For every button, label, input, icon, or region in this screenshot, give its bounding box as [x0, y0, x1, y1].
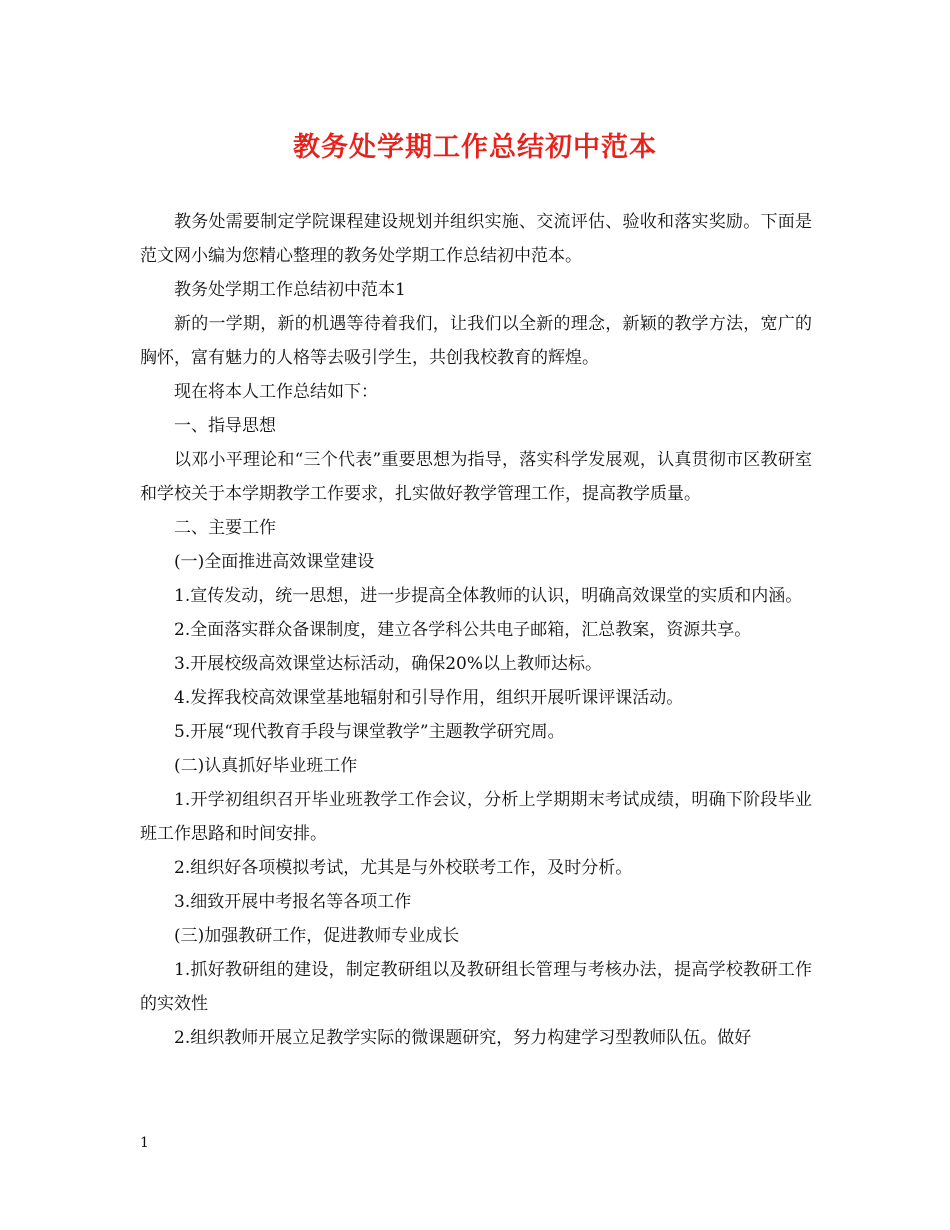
list-item: 1.开学初组织召开毕业班教学工作会议，分析上学期期末考试成绩，明确下阶段毕业班工作思路和时间安排。	[140, 790, 812, 844]
list-item: 4.发挥我校高效课堂基地辐射和引导作用，组织开展听课评课活动。	[174, 688, 684, 708]
paragraph-guiding-ideas: 以邓小平理论和“三个代表”重要思想为指导，落实科学发展观，认真贯彻市区教研室和学校关于本学期教学工作要求，扎实做好教学管理工作，提高教学质量。	[140, 450, 812, 504]
paragraph-opening: 新的一学期，新的机遇等待着我们，让我们以全新的理念，新颖的教学方法，宽广的胸怀，富有魅力的人格等去吸引学生，共创我校教育的辉煌。	[140, 314, 812, 368]
paragraph-sample-heading: 教务处学期工作总结初中范本1	[174, 280, 406, 300]
list-item: 2.组织教师开展立足教学实际的微课题研究，努力构建学习型教师队伍。做好	[174, 1028, 752, 1048]
document-title: 教务处学期工作总结初中范本	[293, 132, 657, 163]
list-item: 2.全面落实群众备课制度，建立各学科公共电子邮箱，汇总教案，资源共享。	[174, 620, 752, 640]
document-body	[140, 205, 812, 1055]
list-item: 3.开展校级高效课堂达标活动，确保20%以上教师达标。	[174, 654, 603, 674]
section-heading-guiding-ideas: 一、指导思想	[174, 416, 276, 436]
subsection-heading-efficient-classroom: (一)全面推进高效课堂建设	[174, 552, 375, 572]
page-number: 1	[140, 1135, 149, 1151]
section-heading-main-work: 二、主要工作	[174, 518, 276, 538]
paragraph-summary-lead: 现在将本人工作总结如下：	[174, 382, 378, 402]
subsection-heading-teaching-research: (三)加强教研工作，促进教师专业成长	[174, 926, 460, 946]
paragraph-intro: 教务处需要制定学院课程建设规划并组织实施、交流评估、验收和落实奖励。下面是范文网小编为您精心整理的教务处学期工作总结初中范本。	[140, 212, 812, 266]
subsection-heading-graduating-class: (二)认真抓好毕业班工作	[174, 756, 358, 776]
list-item: 1.抓好教研组的建设，制定教研组以及教研组长管理与考核办法，提高学校教研工作的实效性	[140, 960, 812, 1014]
list-item: 5.开展“现代教育手段与课堂教学”主题教学研究周。	[174, 722, 565, 742]
list-item: 2.组织好各项模拟考试，尤其是与外校联考工作，及时分析。	[174, 858, 633, 878]
list-item: 1.宣传发动，统一思想，进一步提高全体教师的认识，明确高效课堂的实质和内涵。	[174, 586, 803, 606]
list-item: 3.细致开展中考报名等各项工作	[174, 892, 412, 912]
